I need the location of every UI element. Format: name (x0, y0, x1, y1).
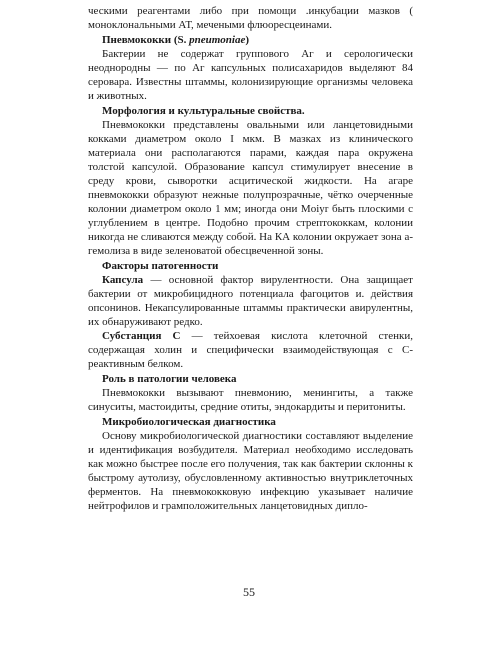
heading-morphology: Морфология и культуральные свойства. (102, 105, 305, 117)
heading-pneumococci-prefix: Пневмококки (S. (102, 34, 190, 46)
paragraph-serology: Бактерии не содержат группового Аг и серологически неоднородны — по Аг капсульных полисахаридов выделяют 84 серовара. Известны штаммы, колонизирующие организмы человека и животных. (88, 48, 413, 102)
page-number: 55 (243, 585, 255, 599)
heading-pathogenicity: Факторы патогенности (102, 260, 219, 272)
paragraph-substance-c-text: — тейхоевая кислота клеточной стенки, содержащая холин и специфически взаимодействующая с С-реактивным белком. (88, 330, 413, 370)
heading-role: Роль в патологии человека (102, 373, 237, 385)
heading-pneumococci-latin: pneumoniae (189, 34, 246, 46)
heading-pneumococci-suffix: ) (245, 34, 250, 46)
paragraph-substance-c (88, 329, 413, 371)
paragraph-diagnostics: Основу микробиологической диагностики составляют выделение и идентификация возбудителя. Материал необходимо исследовать как можно быстрее после его получения, так как бактерии склонны к быстрому аутолизу, обусловленному активностью внутриклеточных ферментов. На пневмококковую инфекцию указывает наличие нейтрофилов и грамположительных ланцетовидных дипло- (88, 430, 413, 512)
heading-diagnostics: Микробиологическая диагностика (102, 416, 276, 428)
term-substance-c: Субстанция С (102, 330, 181, 342)
term-capsule: Капсула (102, 274, 144, 286)
paragraph-continued: ческими реагентами либо при помощи .инкубации мазков ( моноклональными АТ, мечеными флюоресцеинами. (88, 5, 413, 31)
paragraph-role: Пневмококки вызывают пневмонию, менингиты, а также синуситы, мастоидиты, средние отиты, эндокардиты и перитониты. (88, 387, 413, 413)
paragraph-capsule (88, 273, 413, 329)
body-text (88, 4, 413, 513)
paragraph-morphology: Пневмококки представлены овальными или ланцетовидными кокками диаметром около I мкм. В мазках из клинического материала они располагаются парами, каждая пара окружена толстой капсулой. Образование капсул стимулирует внесение в среду крови, сыворотки асцитической жидкости. На агаре пневмококки образуют нежные полупрозрачные, чётко очерченные колонии диаметром около 1 мм; иногда они Moiyr быть плоскими с углублением в центре. Подобно прочим стрептококкам, колонии никогда не сливаются между собой. На КА колонии окружает зона а-гемолиза в виде зеленоватой обесцвеченной зоны. (88, 119, 413, 257)
heading-pneumococci (88, 33, 413, 47)
paragraph-capsule-text: — основной фактор вирулентности. Она защищает бактерии от микробицидного потенциала фагоцитов и. действия опсонинов. Некапсулированные штаммы практически авирулентны, их обнаруживают редко. (88, 274, 413, 328)
